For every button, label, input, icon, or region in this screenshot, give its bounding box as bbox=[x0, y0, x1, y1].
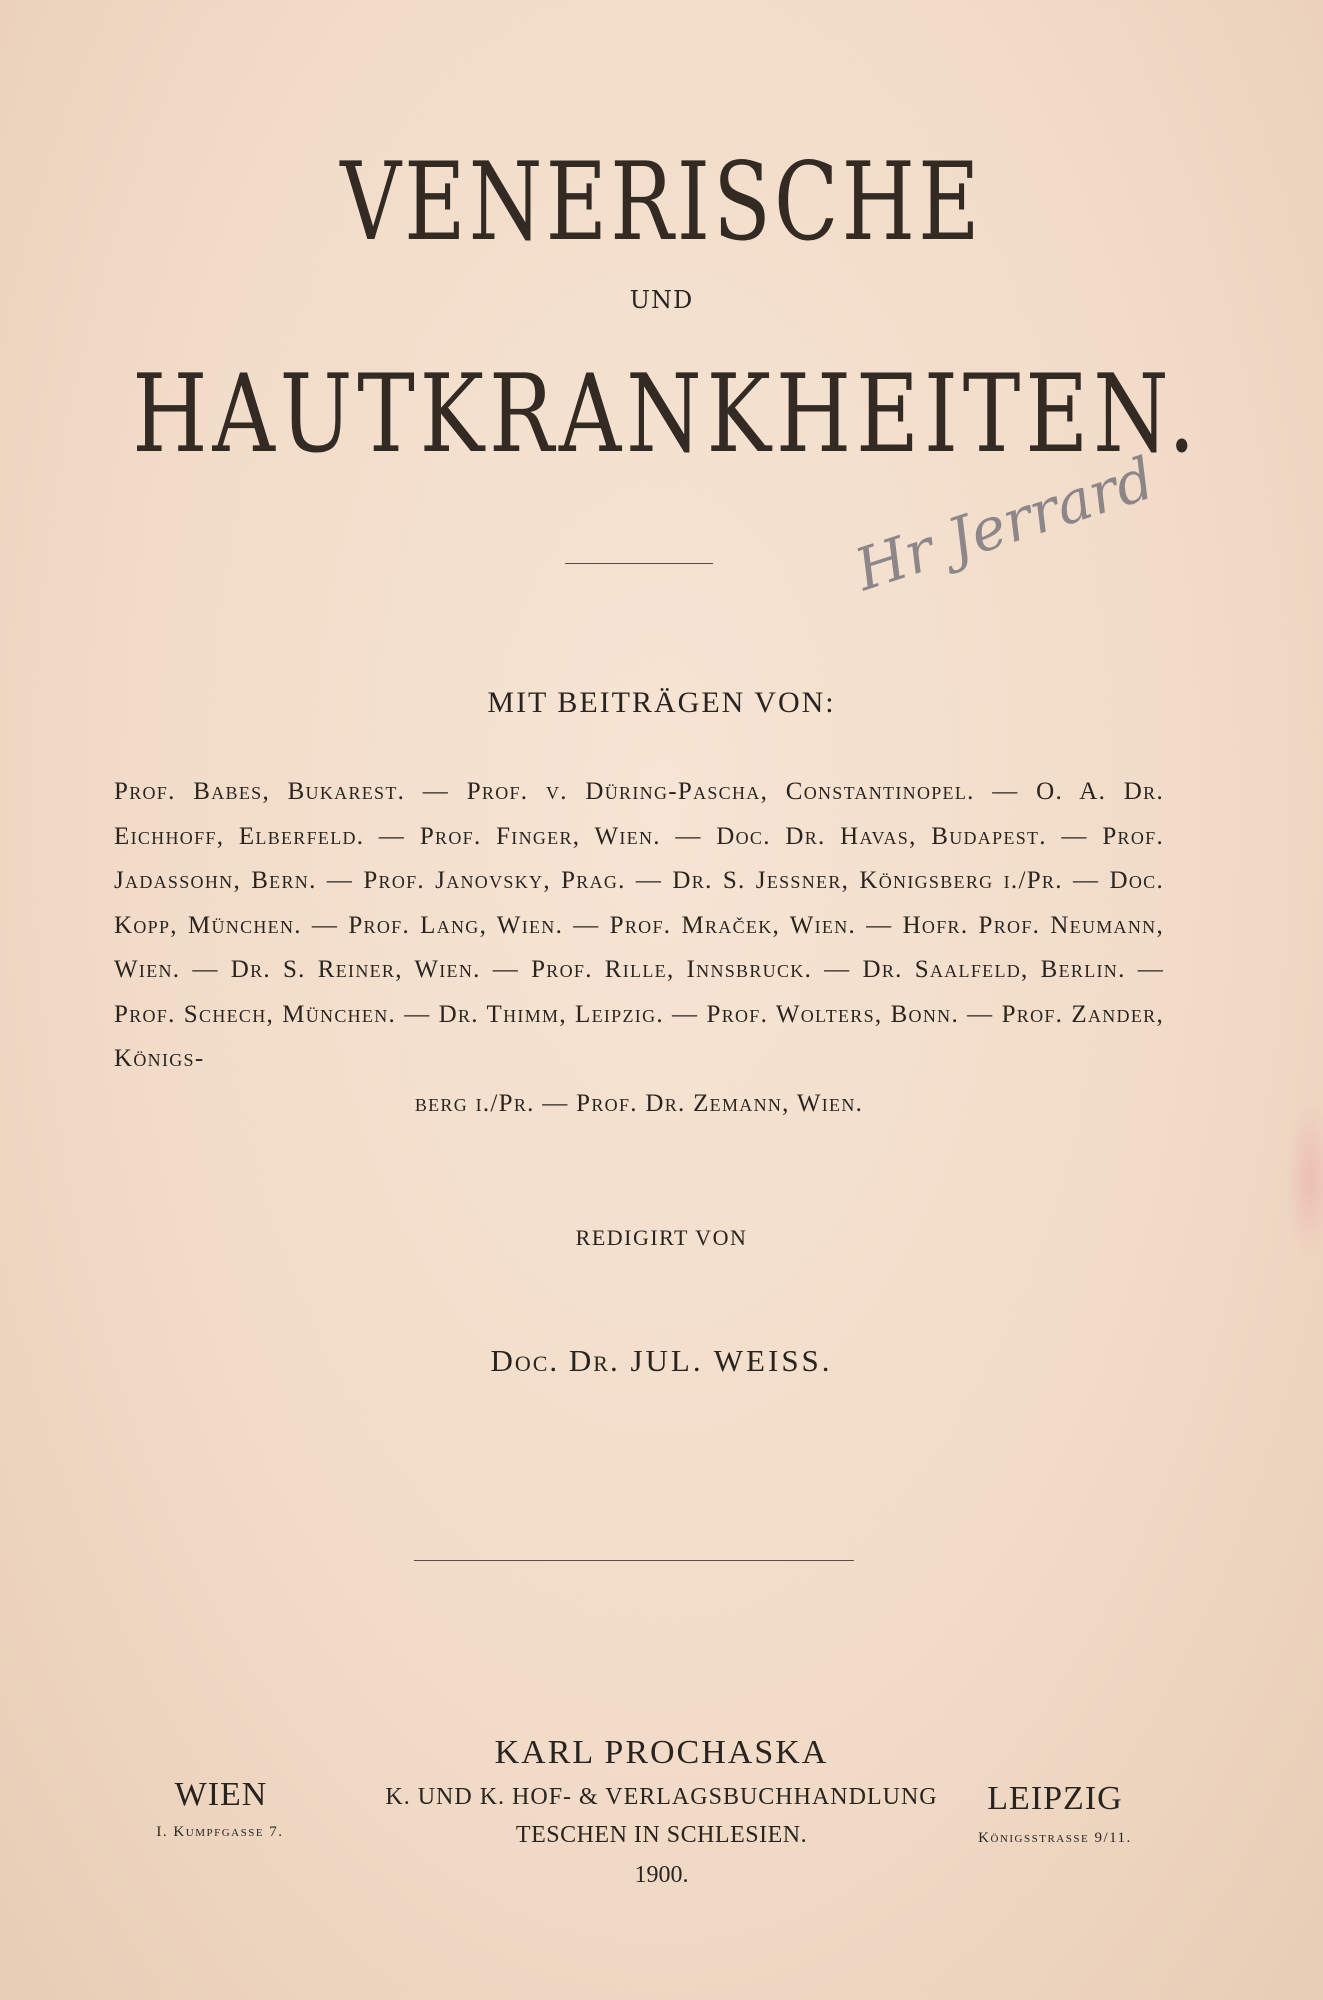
paper-stain bbox=[1285, 1100, 1323, 1260]
editor bbox=[0, 1343, 1323, 1379]
title-line-1: VENERISCHE bbox=[340, 140, 983, 265]
contributors-heading: MIT BEITRÄGEN VON: bbox=[487, 686, 836, 719]
top-divider bbox=[565, 563, 713, 564]
publisher-name: KARL PROCHASKA bbox=[494, 1734, 829, 1771]
editor-title: Doc. Dr. bbox=[490, 1343, 620, 1378]
publisher-location: TESCHEN IN SCHLESIEN. bbox=[515, 1822, 808, 1848]
edited-by-label: REDIGIRT VON bbox=[575, 1225, 748, 1250]
title-line-2: HAUTKRANKHEITEN. bbox=[132, 352, 1201, 477]
handwritten-signature: Hr Jerrard bbox=[847, 443, 1163, 605]
right-address: Königsstrasse 9/11. bbox=[978, 1830, 1132, 1846]
right-city: LEIPZIG bbox=[987, 1780, 1123, 1817]
bottom-divider bbox=[414, 1560, 854, 1561]
contributors-list bbox=[114, 770, 1164, 1126]
left-city: WIEN bbox=[174, 1776, 268, 1813]
left-address: I. Kumpfgasse 7. bbox=[156, 1824, 284, 1840]
contributors-last-line: berg i./Pr. — Prof. Dr. Zemann, Wien. bbox=[414, 1089, 864, 1117]
contributors-text: Prof. Babes, Bukarest. — Prof. v. Düring-Pascha, Constantinopel. — O. A. Dr. Eichhoff, Elberfeld. — Prof. Finger, Wien. — Doc. Dr. Havas, Budapest. — Prof. Jadassohn, Bern. — Prof. Janovsky, Prag. — Dr. S. Jessner, Königsberg i./Pr. — Doc. Kopp, München. — Prof. Lang, Wien. — Prof. Mraček, Wien. — Hofr. Prof. Neumann, Wien. — Dr. S. Reiner, Wien. — Prof. Rille, Innsbruck. — Dr. Saalfeld, Berlin. — Prof. Schech, München. — Dr. Thimm, Leipzig. — Prof. Wolters, Bonn. — Prof. Zander, Königs- bbox=[114, 778, 1164, 1072]
publication-year: 1900. bbox=[634, 1862, 689, 1888]
publisher-firm: K. UND K. HOF- & VERLAGSBUCHHANDLUNG bbox=[385, 1784, 938, 1810]
editor-name: JUL. WEISS. bbox=[630, 1343, 833, 1378]
title-connector: UND bbox=[629, 286, 694, 314]
